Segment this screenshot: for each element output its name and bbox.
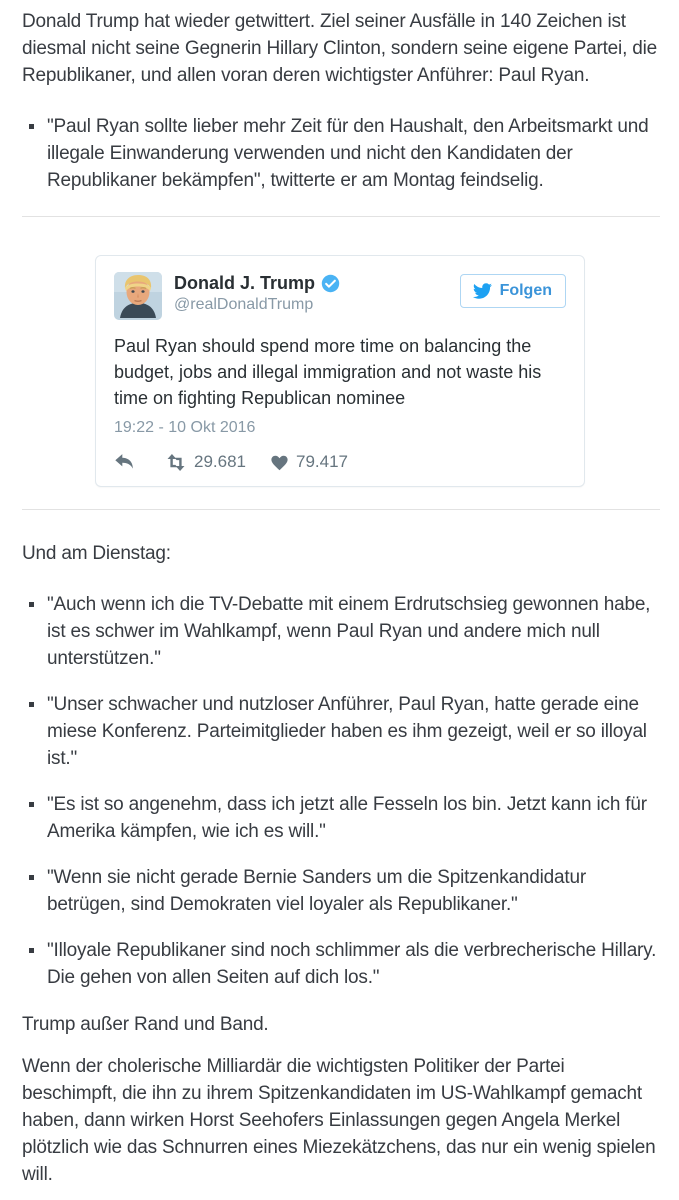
outro-short-paragraph: Trump außer Rand und Band. [22,1014,269,1035]
tuesday-quote-item: "Illoyale Republikaner sind noch schlimmer als die verbrecherische Hillary. Die gehen von allen Seiten auf dich los." [22,937,660,991]
retweet-count: 29.681 [194,452,246,471]
tuesday-quote-item: "Es ist so angenehm, dass ich jetzt alle Fesseln los bin. Jetzt kann ich für Amerika kämpfen, wie ich es will." [22,791,660,845]
tweet-header [114,272,566,320]
embedded-tweet-card [95,255,585,487]
follow-button[interactable] [460,274,566,308]
heart-icon [270,454,289,471]
tweet-author-block [174,272,460,315]
tweet-text: Paul Ryan should spend more time on balancing the budget, jobs and illegal immigration and not waste his time on fighting Republican nominee [114,336,542,408]
tweet-author-name[interactable] [174,272,460,294]
reply-icon[interactable] [114,453,135,471]
divider-top [22,216,660,217]
tuesday-quote-item: "Auch wenn ich die TV-Debatte mit einem Erdrutschsieg gewonnen habe, ist es schwer im Wahlkampf, wenn Paul Ryan und andere mich null unterstützen." [22,591,660,672]
tuesday-quote-list [22,591,660,991]
monday-quote-list [22,113,660,194]
author-name-text: Donald J. Trump [174,273,316,293]
trump-avatar-image [114,272,162,320]
verified-badge-icon [321,274,340,293]
monday-quote-item: "Paul Ryan sollte lieber mehr Zeit für den Haushalt, den Arbeitsmarkt und illegale Einwanderung verwenden und nicht den Kandidaten der Republikaner bekämpfen", twitterte er am Montag feindselig. [22,113,660,194]
tuesday-intro: Und am Dienstag: [22,543,171,564]
like-count: 79.417 [296,452,348,471]
divider-bottom [22,509,660,510]
retweet-action[interactable] [165,452,246,472]
tuesday-quote-item: "Unser schwacher und nutzloser Anführer, Paul Ryan, hatte gerade eine miese Konferenz. Parteimitglieder haben es ihm gezeigt, weil er so illoyal ist." [22,691,660,772]
outro-long-paragraph: Wenn der cholerische Milliardär die wichtigsten Politiker der Partei beschimpft, die ihn zu ihrem Spitzenkandidaten im US-Wahlkampf gemacht haben, dann wirken Horst Seehofers Einlassungen gegen Angela Merkel plötzlich wie das Schnurren eines Miezekätzchens, das nur ein wenig spielen will. [22,1056,656,1185]
tweet-action-bar [114,452,566,472]
intro-paragraph: Donald Trump hat wieder getwittert. Ziel seiner Ausfälle in 140 Zeichen ist diesmal nicht seine Gegnerin Hillary Clinton, sondern seine eigene Partei, die Republikaner, und allen voran deren wichtigster Anführer: Paul Ryan. [22,11,657,86]
follow-button-label: Folgen [499,282,552,299]
avatar[interactable] [114,272,162,320]
retweet-icon [165,453,187,472]
tweet-author-handle[interactable]: @realDonaldTrump [174,296,314,313]
tweet-timestamp[interactable]: 19:22 - 10 Okt 2016 [114,419,256,436]
tuesday-quote-item: "Wenn sie nicht gerade Bernie Sanders um die Spitzenkandidatur betrügen, sind Demokraten viel loyaler als Republikaner." [22,864,660,918]
like-action[interactable] [270,452,348,472]
twitter-bird-icon [473,283,492,299]
